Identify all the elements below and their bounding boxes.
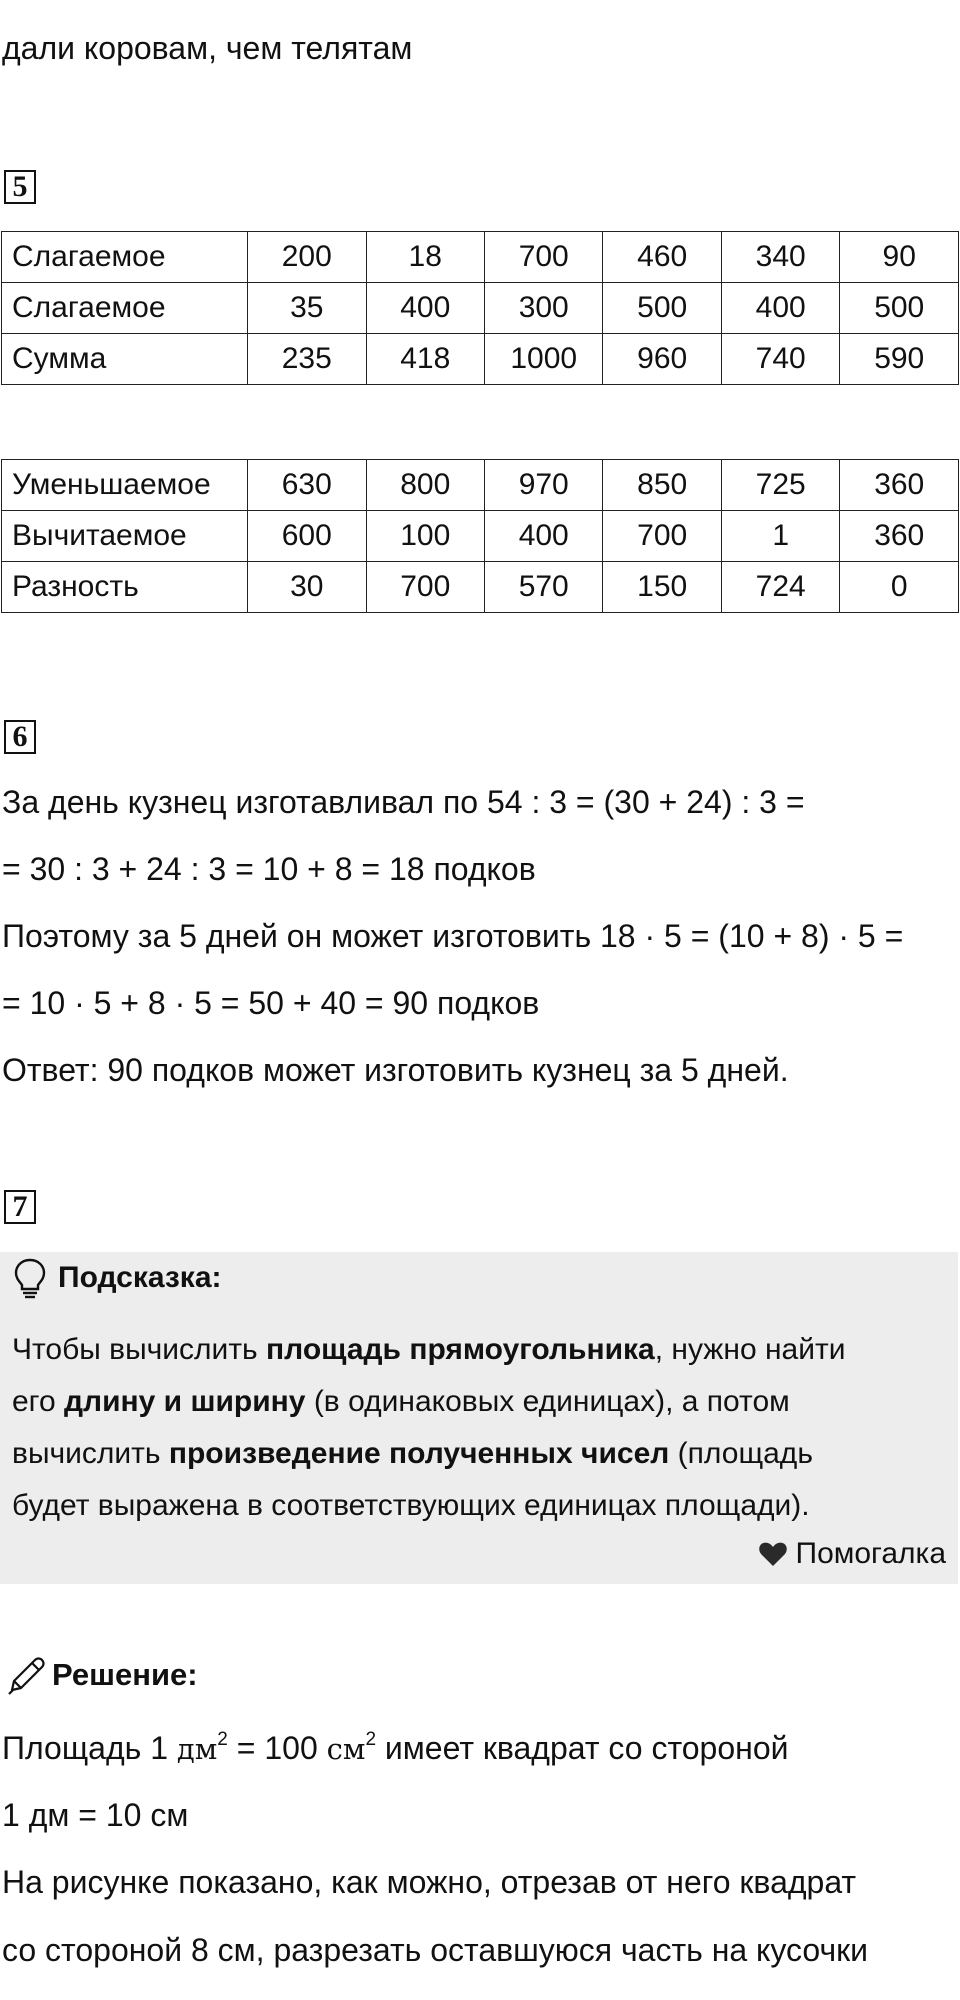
table-row [2, 334, 959, 385]
table-cell: 18 [366, 232, 484, 283]
table-cell: 360 [840, 460, 959, 511]
intro-line: дали коровам, чем телятам [2, 30, 413, 66]
table-row [2, 232, 959, 283]
table-cell: 630 [248, 460, 366, 511]
table-cell: 800 [366, 460, 484, 511]
row-label: Сумма [2, 334, 248, 385]
solution-title: Решение: [52, 1657, 198, 1692]
table-cell: 200 [248, 232, 366, 283]
row-label: Уменьшаемое [2, 460, 248, 511]
hint-line-3: вычислить произведение полученных чисел (площадь [12, 1437, 813, 1470]
task-number-5: 5 [4, 170, 36, 204]
table-cell: 700 [603, 511, 721, 562]
table-cell: 740 [721, 334, 839, 385]
solution-line-1: Площадь 1 $дм^2 = 100$ $см^2$ имеет квадрат со стороной [2, 1729, 789, 1766]
addition-table [1, 231, 959, 385]
hint-line-1: Чтобы вычислить площадь прямоугольника, нужно найти [12, 1333, 846, 1366]
table-cell: 570 [484, 562, 602, 613]
task6-line-3: Поэтому за 5 дней он может изготовить 18 · 5 = (10 + 8) · 5 = [2, 918, 904, 954]
task6-answer: Ответ: 90 подков может изготовить кузнец за 5 дней. [2, 1052, 789, 1088]
helper-brand: Помогалка [795, 1537, 946, 1570]
table-cell: 35 [248, 283, 366, 334]
table-cell: 90 [840, 232, 959, 283]
table-row [2, 283, 959, 334]
table-cell: 400 [484, 511, 602, 562]
lightbulb-icon [10, 1256, 50, 1300]
table-cell: 400 [721, 283, 839, 334]
solution-line-3: На рисунке показано, как можно, отрезав от него квадрат [2, 1864, 857, 1900]
hint-box [0, 1252, 958, 1584]
table-row [2, 460, 959, 511]
solution-line-4: со стороной 8 см, разрезать оставшуюся часть на кусочки [2, 1932, 869, 1968]
table-cell: 960 [603, 334, 721, 385]
table-cell: 360 [840, 511, 959, 562]
table-cell: 30 [248, 562, 366, 613]
row-label: Вычитаемое [2, 511, 248, 562]
table-cell: 150 [603, 562, 721, 613]
hint-title: Подсказка: [58, 1261, 222, 1294]
table-cell: 400 [366, 283, 484, 334]
task6-line-2: = 30 : 3 + 24 : 3 = 10 + 8 = 18 подков [2, 851, 536, 887]
hint-footer [758, 1534, 947, 1574]
pencil-icon [4, 1654, 48, 1698]
table-cell: 724 [721, 562, 839, 613]
subtraction-table [1, 459, 959, 613]
row-label: Слагаемое [2, 283, 248, 334]
table-cell: 700 [484, 232, 602, 283]
table-cell: 0 [840, 562, 959, 613]
table-cell: 300 [484, 283, 602, 334]
table-row [2, 511, 959, 562]
table-cell: 100 [366, 511, 484, 562]
task-number-6: 6 [4, 720, 36, 754]
task6-line-1: За день кузнец изготавливал по 54 : 3 = (30 + 24) : 3 = [2, 784, 805, 820]
table-cell: 1000 [484, 334, 602, 385]
table-cell: 850 [603, 460, 721, 511]
task6-line-4: = 10 · 5 + 8 · 5 = 50 + 40 = 90 подков [2, 985, 540, 1021]
row-label: Разность [2, 562, 248, 613]
solution-line-2: 1 дм = 10 см [2, 1797, 189, 1833]
table-cell: 1 [721, 511, 839, 562]
table-cell: 460 [603, 232, 721, 283]
table-cell: 600 [248, 511, 366, 562]
table-cell: 340 [721, 232, 839, 283]
hint-text [12, 1324, 952, 1532]
hint-line-4: будет выражена в соответствующих единицах площади). [12, 1489, 810, 1522]
table-cell: 418 [366, 334, 484, 385]
table-row [2, 562, 959, 613]
table-cell: 970 [484, 460, 602, 511]
table-cell: 725 [721, 460, 839, 511]
heart-icon [758, 1540, 788, 1568]
row-label: Слагаемое [2, 232, 248, 283]
table-cell: 500 [840, 283, 959, 334]
task-number-7: 7 [4, 1190, 36, 1224]
table-cell: 590 [840, 334, 959, 385]
table-cell: 500 [603, 283, 721, 334]
hint-line-2: его длину и ширину (в одинаковых единицах), а потом [12, 1385, 790, 1418]
table-cell: 700 [366, 562, 484, 613]
table-cell: 235 [248, 334, 366, 385]
